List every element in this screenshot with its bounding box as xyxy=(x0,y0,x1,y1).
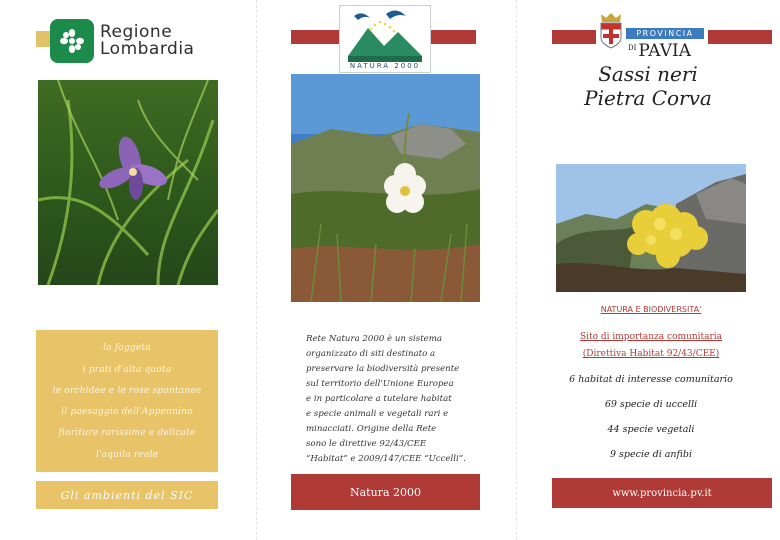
sic-directive: (Direttiva Habitat 92/43/CEE) xyxy=(582,349,720,359)
description-line: e specie animali e vegetali rari e xyxy=(306,409,449,419)
provincia-website-bar xyxy=(552,478,772,508)
natura-2000-logo xyxy=(339,5,431,73)
biodiversity-heading: NATURA E BIODIVERSITA' xyxy=(600,305,702,314)
habitat-item: i prati d'alta quota xyxy=(82,365,172,375)
natura-2000-footer-bar xyxy=(291,474,480,510)
description-line: sul territorio dell'Unione Europea xyxy=(306,379,454,389)
fold-line-left xyxy=(256,0,257,540)
provincia-pavia-logo xyxy=(596,8,708,61)
habitats-footer-bar xyxy=(36,481,218,509)
site-title-line: Pietra Corva xyxy=(584,86,712,110)
fact-birds: 69 specie di uccelli xyxy=(604,399,698,410)
habitat-item: l'aquila reale xyxy=(95,450,159,460)
habitat-item: le orchidee e le rose spontanee xyxy=(52,386,202,396)
pavia-crest-icon xyxy=(598,12,624,50)
natura-2000-logo-text: NATURA 2000 xyxy=(349,62,421,70)
habitat-item: il paesaggio dell'Appennino xyxy=(61,407,193,417)
pavia-city-name: PAVIA xyxy=(638,41,691,61)
natura-2000-emblem-icon xyxy=(340,6,430,62)
site-title xyxy=(556,62,740,110)
natura-2000-footer-label: Natura 2000 xyxy=(350,485,421,499)
description-line: Rete Natura 2000 è un sistema xyxy=(306,334,443,344)
habitat-item: la faggeta xyxy=(103,343,151,353)
habitats-list-box xyxy=(36,330,218,472)
logo-word-lombardia: Lombardia xyxy=(100,39,195,59)
iris-flower-photo xyxy=(38,80,218,285)
description-line: organizzato di siti destinato a xyxy=(306,349,436,359)
fact-plants: 44 specie vegetali xyxy=(607,424,695,435)
description-line: sono le direttive 92/43/CEE xyxy=(306,439,427,449)
fact-amphibians: 9 specie di anfibi xyxy=(609,449,693,460)
habitat-item: fioriture rarissime e delicate xyxy=(58,428,196,438)
description-line: preservare la biodiversità presente xyxy=(306,364,460,374)
provincia-website-link[interactable]: www.provincia.pv.it xyxy=(612,487,712,499)
description-line: minacciati. Origine della Rete xyxy=(306,424,437,434)
fold-line-right xyxy=(516,0,517,540)
natura-2000-description xyxy=(306,332,466,467)
pavia-wordmark xyxy=(628,41,691,61)
logo-word-regione: Regione xyxy=(100,22,173,42)
lombardia-logo-text xyxy=(100,24,194,58)
description-line: “Habitat” e 2009/147/CEE “Uccelli”. xyxy=(306,454,466,464)
white-flower-photo xyxy=(291,74,480,302)
fact-habitats: 6 habitat di interesse comunitario xyxy=(569,374,733,385)
pavia-prefix: DI xyxy=(628,44,637,52)
yellow-flowers-rock-photo xyxy=(556,164,746,292)
provincia-label: PROVINCIA xyxy=(626,28,704,39)
regione-lombardia-logo xyxy=(50,18,220,64)
lombardia-rose-icon xyxy=(50,19,94,63)
site-title-line: Sassi neri xyxy=(598,62,698,86)
sic-designation: Sito di importanza comunitaria xyxy=(579,332,723,342)
habitats-footer-label: Gli ambienti del SIC xyxy=(60,488,194,502)
description-line: e in particolare a tutelare habitat xyxy=(306,394,452,404)
